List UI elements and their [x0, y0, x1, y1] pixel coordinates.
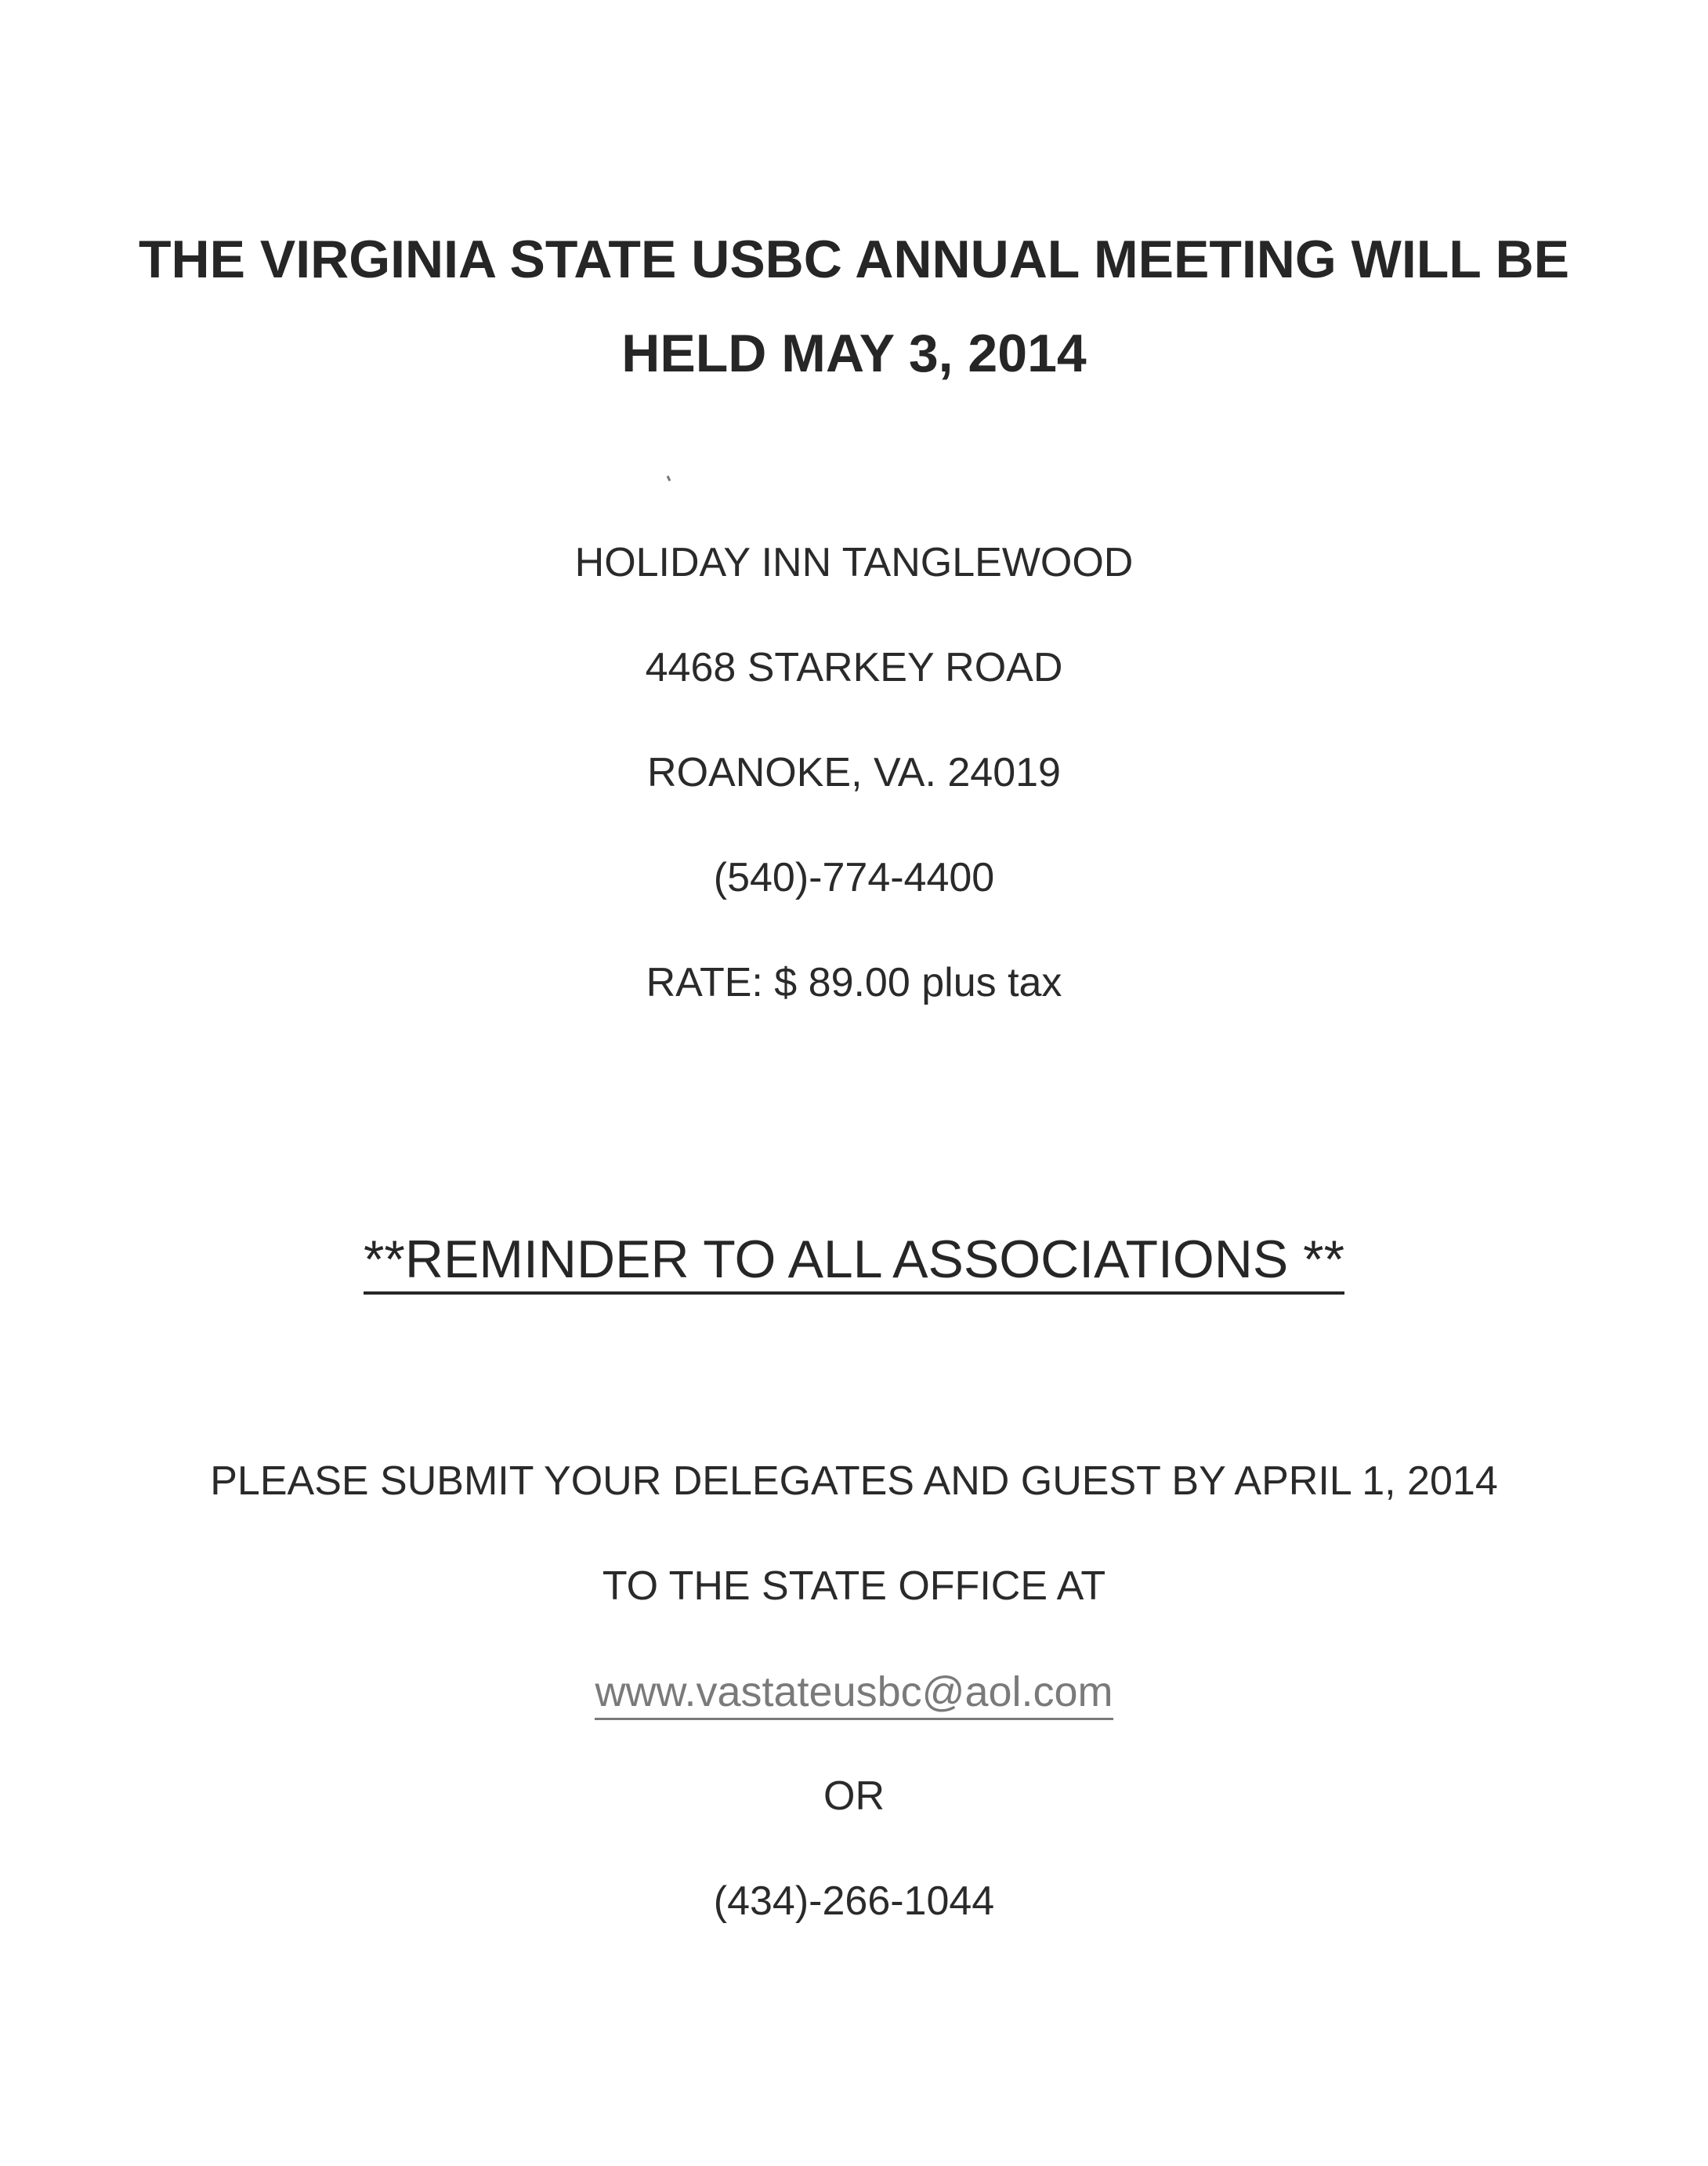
state-office-email-link[interactable]: www.vastateusbc@aol.com: [595, 1668, 1113, 1720]
meeting-title-line-2: HELD MAY 3, 2014: [621, 324, 1087, 383]
room-rate: RATE: $ 89.00 plus tax: [646, 960, 1062, 1005]
venue-city: ROANOKE, VA. 24019: [647, 750, 1061, 795]
scan-speck: [667, 476, 671, 482]
state-office-phone: (434)-266-1044: [713, 1878, 995, 1924]
venue-name: HOLIDAY INN TANGLEWOOD: [574, 540, 1134, 585]
reminder-heading-text: **REMINDER TO ALL ASSOCIATIONS **: [364, 1229, 1344, 1295]
state-office-email: [0, 1668, 1708, 1720]
venue-street: 4468 STARKEY ROAD: [645, 645, 1063, 690]
submission-destination: TO THE STATE OFFICE AT: [602, 1563, 1106, 1609]
meeting-title-line-1: THE VIRGINIA STATE USBC ANNUAL MEETING WILL BE: [139, 230, 1569, 289]
venue-phone: (540)-774-4400: [713, 855, 995, 900]
reminder-heading: [0, 1229, 1708, 1295]
submission-instruction: PLEASE SUBMIT YOUR DELEGATES AND GUEST BY APRIL 1, 2014: [210, 1458, 1498, 1504]
or-separator: OR: [823, 1773, 885, 1819]
